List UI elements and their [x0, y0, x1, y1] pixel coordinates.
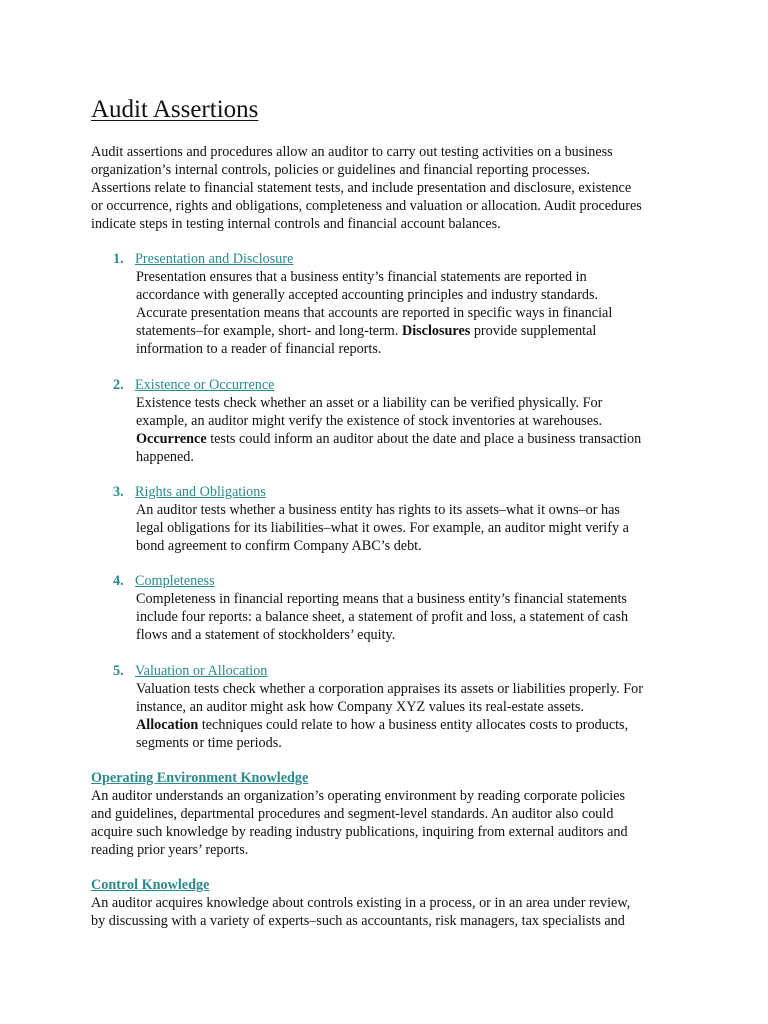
text-line: Accurate presentation means that accounts are reported in specific ways in financial	[136, 305, 613, 321]
heading-existence-occurrence[interactable]	[113, 376, 274, 394]
text-line: example, an auditor might verify the existence of stock inventories at warehouses.	[136, 413, 603, 429]
text-line: Presentation ensures that a business entity’s financial statements are reported in	[136, 269, 587, 285]
list-number: 4.	[113, 573, 124, 589]
text-line: flows and a statement of stockholders’ equity.	[136, 627, 396, 643]
text-segment: provide supplemental	[470, 323, 597, 339]
text-line: Completeness in financial reporting means that a business entity’s financial statements	[136, 591, 627, 607]
text-line: organization’s internal controls, policies or guidelines and financial reporting processes.	[91, 162, 590, 178]
heading-completeness[interactable]	[113, 572, 215, 590]
bold-term-occurrence: Occurrence	[136, 431, 207, 447]
list-heading-text: Existence or Occurrence	[135, 377, 275, 393]
list-number: 5.	[113, 663, 124, 679]
text-line: An auditor tests whether a business entity has rights to its assets–what it owns–or has	[136, 502, 620, 518]
text-line: acquire such knowledge by reading industry publications, inquiring from external auditors and	[91, 824, 628, 840]
text-line: legal obligations for its liabilities–what it owes. For example, an auditor might verify a	[136, 520, 629, 536]
text-line: Assertions relate to financial statement tests, and include presentation and disclosure, existence	[91, 180, 632, 196]
list-heading-text: Rights and Obligations	[135, 484, 266, 500]
text-line: happened.	[136, 449, 194, 465]
presentation-disclosure-body	[136, 268, 696, 358]
text-line: Audit assertions and procedures allow an auditor to carry out testing activities on a business	[91, 144, 613, 160]
text-line: include four reports: a balance sheet, a statement of profit and loss, a statement of cash	[136, 609, 629, 625]
existence-occurrence-body	[136, 394, 696, 466]
text-segment: tests could inform an auditor about the date and place a business transaction	[210, 431, 642, 447]
intro-paragraph	[91, 143, 691, 233]
text-line: accordance with generally accepted accounting principles and industry standards.	[136, 287, 599, 303]
text-line: An auditor acquires knowledge about controls existing in a process, or in an area under review,	[91, 895, 631, 911]
text-line: or occurrence, rights and obligations, completeness and valuation or allocation. Audit procedures	[91, 198, 642, 214]
list-number: 3.	[113, 484, 124, 500]
text-line: bond agreement to confirm Company ABC’s debt.	[136, 538, 422, 554]
heading-control-knowledge[interactable]: Control Knowledge	[91, 877, 210, 893]
text-line: segments or time periods.	[136, 735, 282, 751]
page-title: Audit Assertions	[91, 96, 259, 123]
text-line: by discussing with a variety of experts–such as accountants, risk managers, tax specialists and	[91, 913, 625, 929]
rights-obligations-body	[136, 501, 696, 555]
bold-term-disclosures: Disclosures	[401, 323, 471, 339]
list-number: 1.	[113, 251, 124, 267]
heading-valuation-allocation[interactable]	[113, 662, 267, 680]
text-line	[136, 322, 696, 340]
list-number: 2.	[113, 377, 124, 393]
heading-presentation-disclosure[interactable]	[113, 250, 293, 268]
text-line: instance, an auditor might ask how Company XYZ values its real-estate assets.	[136, 699, 584, 715]
list-heading-text: Valuation or Allocation	[135, 663, 268, 679]
control-knowledge-body	[91, 894, 691, 930]
text-segment: statements–for example, short- and long-term.	[136, 323, 399, 339]
text-line	[136, 716, 696, 734]
bold-term-allocation: Allocation	[136, 717, 199, 733]
text-line: reading prior years’ reports.	[91, 842, 249, 858]
list-heading-text: Presentation and Disclosure	[135, 251, 294, 267]
operating-environment-body	[91, 787, 691, 859]
text-line: An auditor understands an organization’s operating environment by reading corporate policies	[91, 788, 625, 804]
list-heading-text: Completeness	[135, 573, 215, 589]
text-line	[136, 430, 696, 448]
text-line: Valuation tests check whether a corporation appraises its assets or liabilities properly. For	[136, 681, 643, 697]
completeness-body	[136, 590, 696, 644]
heading-operating-environment-knowledge[interactable]: Operating Environment Knowledge	[91, 770, 309, 786]
valuation-allocation-body	[136, 680, 696, 752]
text-line: Existence tests check whether an asset or a liability can be verified physically. For	[136, 395, 603, 411]
heading-rights-obligations[interactable]	[113, 483, 266, 501]
text-line: information to a reader of financial reports.	[136, 341, 382, 357]
text-line: indicate steps in testing internal controls and financial account balances.	[91, 216, 501, 232]
text-segment: techniques could relate to how a business entity allocates costs to products,	[201, 717, 629, 733]
text-line: and guidelines, departmental procedures and segment-level standards. An auditor also could	[91, 806, 614, 822]
